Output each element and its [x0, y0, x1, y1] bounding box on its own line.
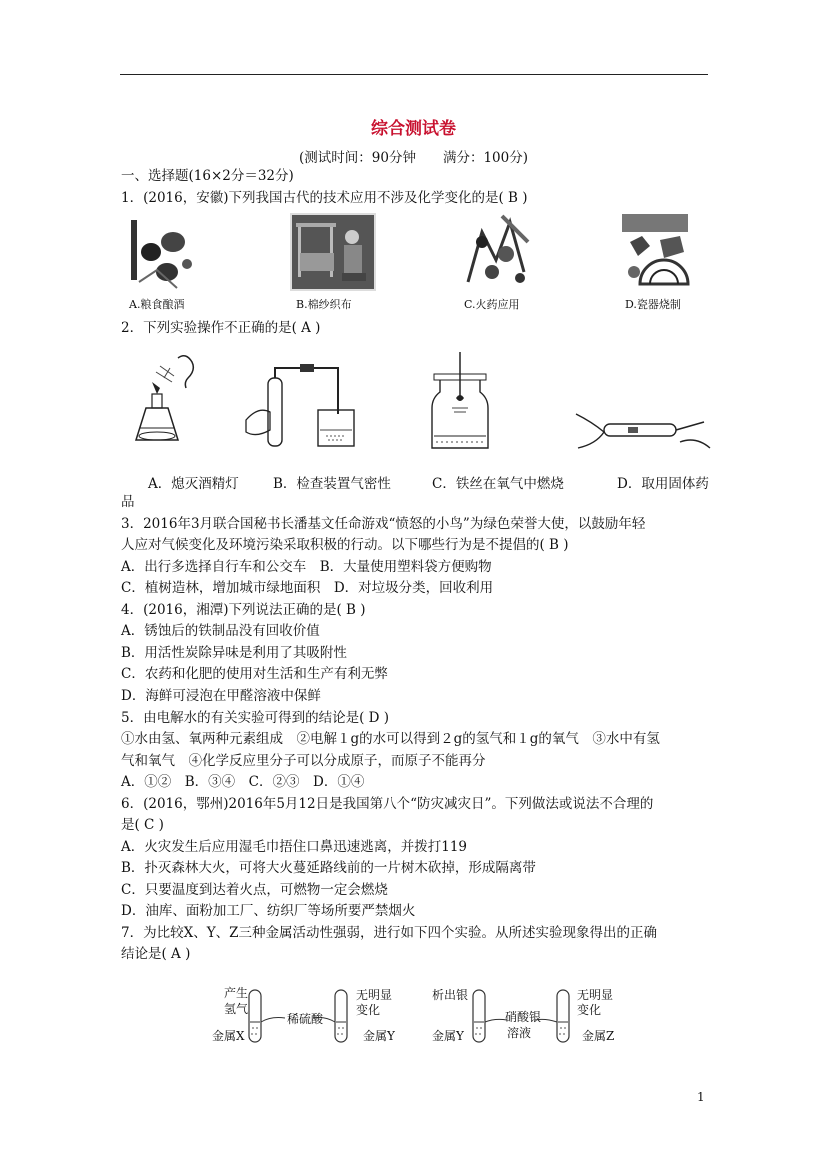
header-rule [120, 74, 708, 75]
q1-option-c: C.火药应用 [464, 298, 520, 311]
q4-option-a: A．锈蚀后的铁制品没有回收价值 [121, 623, 320, 639]
q2-option-d-tail: 品 [121, 494, 135, 510]
q2-option-d: D．取用固体药 [617, 476, 709, 492]
q5-statements-1: ①水由氢、氧两种元素组成 ②电解１g的水可以得到２g的氢气和１g的氧气 ③水中有氢 [121, 731, 660, 747]
q7-acid-label: 稀硫酸 [287, 1012, 324, 1026]
q6-line-1: 6．(2016，鄂州)2016年5月12日是我国第八个“防灾减灾日”。下列做法或说法不合理的 [121, 796, 654, 812]
q7-tube1-top-1: 产生 [224, 986, 249, 1000]
q2-option-c: C．铁丝在氧气中燃烧 [432, 476, 564, 492]
q5-stem: 5．由电解水的有关实验可得到的结论是( D ) [121, 710, 390, 726]
page-subtitle: (测试时间：90分钟 满分：100分) [299, 150, 528, 166]
q7-tube4-metal: 金属Z [582, 1029, 615, 1043]
q2-image-a [126, 348, 198, 454]
q7-tube3-metal: 金属Y [432, 1029, 464, 1043]
q1-image-b [290, 213, 376, 291]
q7-tube2-metal: 金属Y [363, 1029, 395, 1043]
q6-option-c: C．只要温度到达着火点，可燃物一定会燃烧 [121, 882, 388, 898]
q3-line-1: 3．2016年3月联合国秘书长潘基文任命游戏“愤怒的小鸟”为绿色荣誉大使，以鼓励年轻 [121, 516, 646, 532]
q1-option-b: B.棉纱织布 [296, 298, 352, 311]
q4-option-c: C．农药和化肥的使用对生活和生产有利无弊 [121, 666, 388, 682]
q3-options-ab: A．出行多选择自行车和公交车 B．大量使用塑料袋方便购物 [121, 559, 492, 575]
q7-tube3-top: 析出银 [432, 988, 469, 1002]
q1-image-c [462, 212, 534, 290]
q7-tube1-top-2: 氢气 [224, 1002, 249, 1016]
q1-image-a [127, 212, 199, 292]
q7-salt-label-1: 硝酸银 [505, 1010, 542, 1024]
page-number: 1 [697, 1090, 705, 1104]
q5-options: A．①② B．③④ C．②③ D．①④ [121, 774, 365, 790]
q3-line-2: 人应对气候变化及环境污染采取积极的行动。以下哪些行为是不提倡的( B ) [121, 537, 569, 553]
q1-stem: 1．(2016，安徽)下列我国古代的技术应用不涉及化学变化的是( B ) [121, 190, 528, 206]
q7-line-2: 结论是( A ) [121, 946, 191, 962]
q1-option-d: D.瓷器烧制 [625, 298, 681, 311]
q7-tube2-top-1: 无明显 [356, 988, 393, 1002]
q1-option-a: A.粮食酿酒 [129, 298, 185, 311]
q7-tube4-top-2: 变化 [577, 1003, 602, 1017]
q6-option-b: B．扑灭森林大火，可将大火蔓延路线前的一片树木砍掉，形成隔离带 [121, 860, 536, 876]
page-title: 综合测试卷 [371, 119, 456, 139]
q7-tube4-top-1: 无明显 [577, 988, 614, 1002]
q7-tube2-top-2: 变化 [356, 1003, 381, 1017]
q2-stem: 2．下列实验操作不正确的是( A ) [121, 320, 321, 336]
q7-line-1: 7．为比较X、Y、Z三种金属活动性强弱，进行如下四个实验。从所述实验现象得出的正确 [121, 925, 657, 941]
q4-option-d: D．海鲜可浸泡在甲醛溶液中保鲜 [121, 688, 321, 704]
q7-experiment-figure [205, 978, 625, 1048]
q4-option-b: B．用活性炭除异味是利用了其吸附性 [121, 645, 347, 661]
q2-image-d [568, 402, 716, 458]
q2-image-b [242, 356, 362, 454]
q3-options-cd: C．植树造林，增加城市绿地面积 D．对垃圾分类，回收利用 [121, 580, 494, 596]
q5-statements-2: 气和氧气 ④化学反应里分子可以分成原子，而原子不能再分 [121, 753, 486, 769]
q2-option-a: A．熄灭酒精灯 [148, 476, 239, 492]
q2-option-b: B．检查装置气密性 [273, 476, 391, 492]
section-heading: 一、选择题(16×2分＝32分) [121, 168, 294, 184]
q6-line-2: 是( C ) [121, 817, 164, 833]
q4-stem: 4．(2016，湘潭)下列说法正确的是( B ) [121, 602, 366, 618]
q7-tube1-metal: 金属X [212, 1029, 245, 1043]
q6-option-d: D．油库、面粉加工厂、纺织厂等场所要严禁烟火 [121, 903, 416, 919]
q6-option-a: A．火灾发生后应用湿毛巾捂住口鼻迅速逃离，并拨打119 [121, 839, 468, 855]
q7-salt-label-2: 溶液 [507, 1026, 532, 1040]
q1-image-d [620, 212, 690, 290]
q2-image-c [428, 352, 492, 456]
